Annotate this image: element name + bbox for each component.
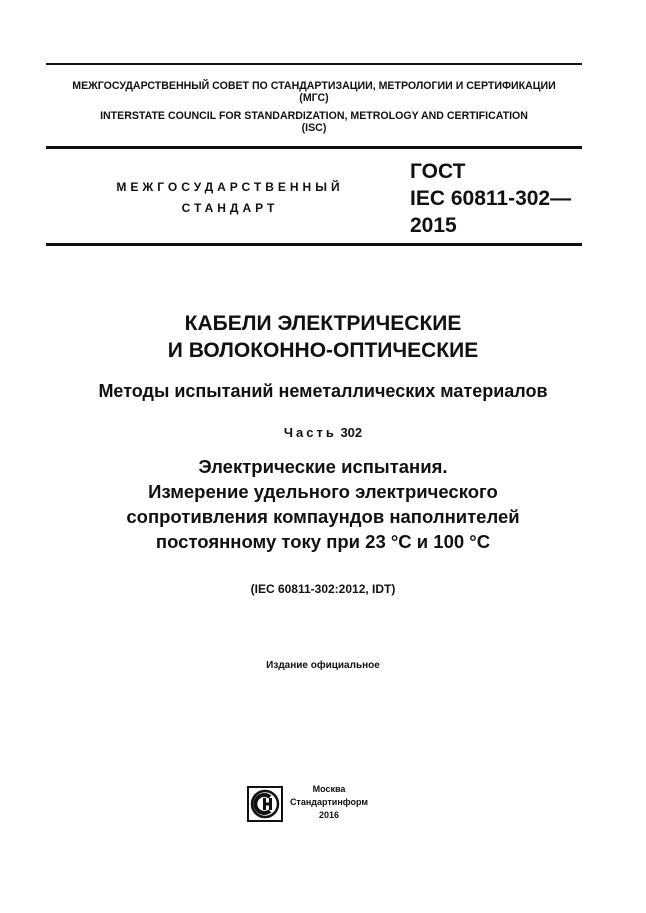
council-ru-line1: МЕЖГОСУДАРСТВЕННЫЙ СОВЕТ ПО СТАНДАРТИЗАЦИИ, МЕТРОЛОГИИ И СЕРТИФИКАЦИИ — [72, 80, 556, 92]
subtitle-line4: постоянному току при 23 °С и 100 °С — [155, 531, 491, 552]
publisher-name: Стандартинформ — [289, 797, 369, 807]
gost-number: IEC 60811-302— — [410, 187, 572, 210]
title-line2: И ВОЛОКОННО-ОПТИЧЕСКИЕ — [167, 339, 479, 362]
standartinform-logo-icon — [247, 786, 283, 822]
top-rule — [46, 63, 582, 65]
standard-label: СТАНДАРТ — [181, 201, 279, 215]
subtitle-line1: Электрические испытания. — [198, 456, 448, 477]
council-en-abbrev: (ISC) — [301, 122, 327, 134]
part-label — [0, 425, 646, 440]
council-en-line1: INTERSTATE COUNCIL FOR STANDARDIZATION, METROLOGY AND CERTIFICATION — [100, 110, 528, 122]
title-line1: КАБЕЛИ ЭЛЕКТРИЧЕСКИЕ — [184, 312, 462, 335]
designation-rule — [46, 243, 582, 246]
part-word: Часть — [283, 425, 337, 440]
header-rule — [46, 146, 582, 149]
gost-name: ГОСТ — [410, 160, 466, 183]
iec-reference: (IEC 60811-302:2012, IDT) — [250, 582, 396, 596]
part-number: 302 — [340, 425, 363, 440]
gost-year: 2015 — [410, 214, 457, 237]
publisher-year: 2016 — [318, 810, 340, 820]
publisher-city: Москва — [312, 784, 346, 794]
subtitle-line3: сопротивления компаундов наполнителей — [126, 506, 520, 527]
council-ru-abbrev: (МГС) — [299, 92, 329, 104]
subtitle-line2: Измерение удельного электрического — [148, 481, 498, 502]
methods-title: Методы испытаний неметаллических материалов — [98, 381, 548, 401]
edition-note: Издание официальное — [266, 660, 380, 671]
interstate-label: МЕЖГОСУДАРСТВЕННЫЙ — [116, 180, 344, 194]
